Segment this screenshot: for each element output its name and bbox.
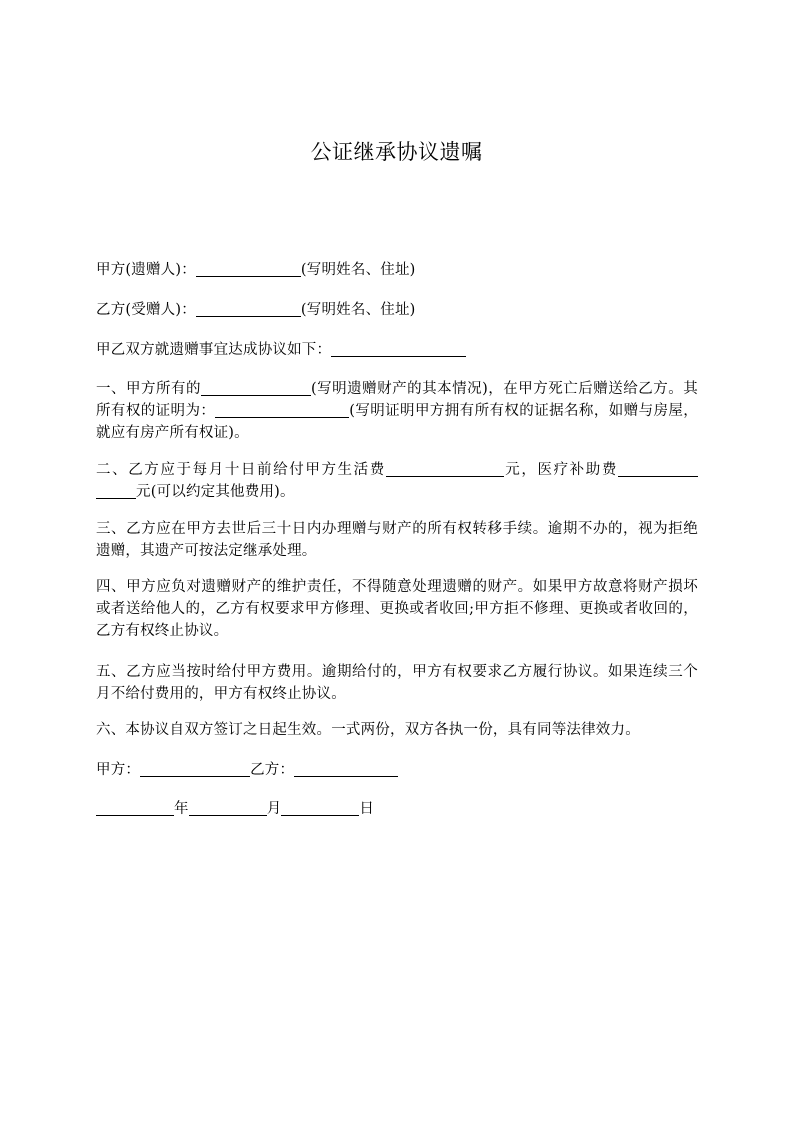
party-b-line	[96, 299, 698, 321]
month-label: 月	[266, 801, 282, 817]
signature-party-b-blank[interactable]	[294, 760, 398, 777]
signature-line	[96, 759, 698, 781]
intro-line	[96, 339, 698, 361]
month-blank[interactable]	[189, 799, 267, 816]
intro-blank[interactable]	[331, 340, 466, 357]
clause-2-part-3: 元(可以约定其他费用)。	[136, 484, 295, 500]
party-a-blank[interactable]	[196, 260, 301, 277]
party-a-note: (写明姓名、住址)	[300, 262, 416, 278]
clause-1-part-1: 一、甲方所有的	[96, 381, 201, 397]
clause-2-part-2: 元，医疗补助费	[503, 462, 618, 478]
signature-party-a-label: 甲方：	[96, 762, 141, 778]
party-a-line	[96, 259, 698, 281]
year-blank[interactable]	[96, 799, 174, 816]
day-label: 日	[359, 801, 375, 817]
clause-6: 六、本协议自双方签订之日起生效。一式两份，双方各执一份，具有同等法律效力。	[96, 722, 640, 738]
clause-1-part-3: (写明证明甲方拥有所有权的证据名称，如赠与房屋，就应有房产所有权证)。	[96, 403, 698, 441]
medical-subsidy-blank-b[interactable]	[96, 482, 136, 499]
ownership-proof-blank[interactable]	[215, 401, 349, 418]
clause-2-part-1: 二、乙方应于每月十日前给付甲方生活费	[96, 462, 386, 478]
signature-party-b-label: 乙方：	[250, 762, 295, 778]
document-title: 公证继承协议遗嘱	[310, 140, 483, 164]
day-blank[interactable]	[281, 799, 359, 816]
party-b-blank[interactable]	[196, 300, 301, 317]
party-b-label: 乙方(受赠人)：	[96, 302, 196, 318]
year-label: 年	[174, 801, 189, 817]
date-line	[96, 798, 698, 820]
clause-1-part-2: (写明遗赠财产的其本情况)，在甲方死亡后赠送给乙方。其所有权的证明为：	[96, 381, 698, 419]
living-expense-blank[interactable]	[386, 460, 504, 477]
clause-4: 四、甲方应负对遗赠财产的维护责任，不得随意处理遗赠的财产。如果甲方故意将财产损坏或者送给他人的，乙方有权要求甲方修理、更换或者收回;甲方拒不修理、更换或者收回的，乙方有权终止协议。	[96, 579, 698, 639]
intro-text: 甲乙双方就遗赠事宜达成协议如下：	[96, 342, 332, 358]
clause-5: 五、乙方应当按时给付甲方费用。逾期给付的，甲方有权要求乙方履行协议。如果连续三个月不给付费用的，甲方有权终止协议。	[96, 664, 698, 702]
party-b-note: (写明姓名、住址)	[300, 302, 416, 318]
clause-2	[96, 459, 698, 503]
clause-3: 三、乙方应在甲方去世后三十日内办理赠与财产的所有权转移手续。逾期不办的，视为拒绝遗赠，其遗产可按法定继承处理。	[96, 521, 698, 559]
medical-subsidy-blank-a[interactable]	[618, 460, 698, 477]
party-a-label: 甲方(遗赠人)：	[96, 262, 196, 278]
clause-1	[96, 378, 698, 444]
signature-party-a-blank[interactable]	[140, 760, 250, 777]
property-blank[interactable]	[201, 379, 311, 396]
